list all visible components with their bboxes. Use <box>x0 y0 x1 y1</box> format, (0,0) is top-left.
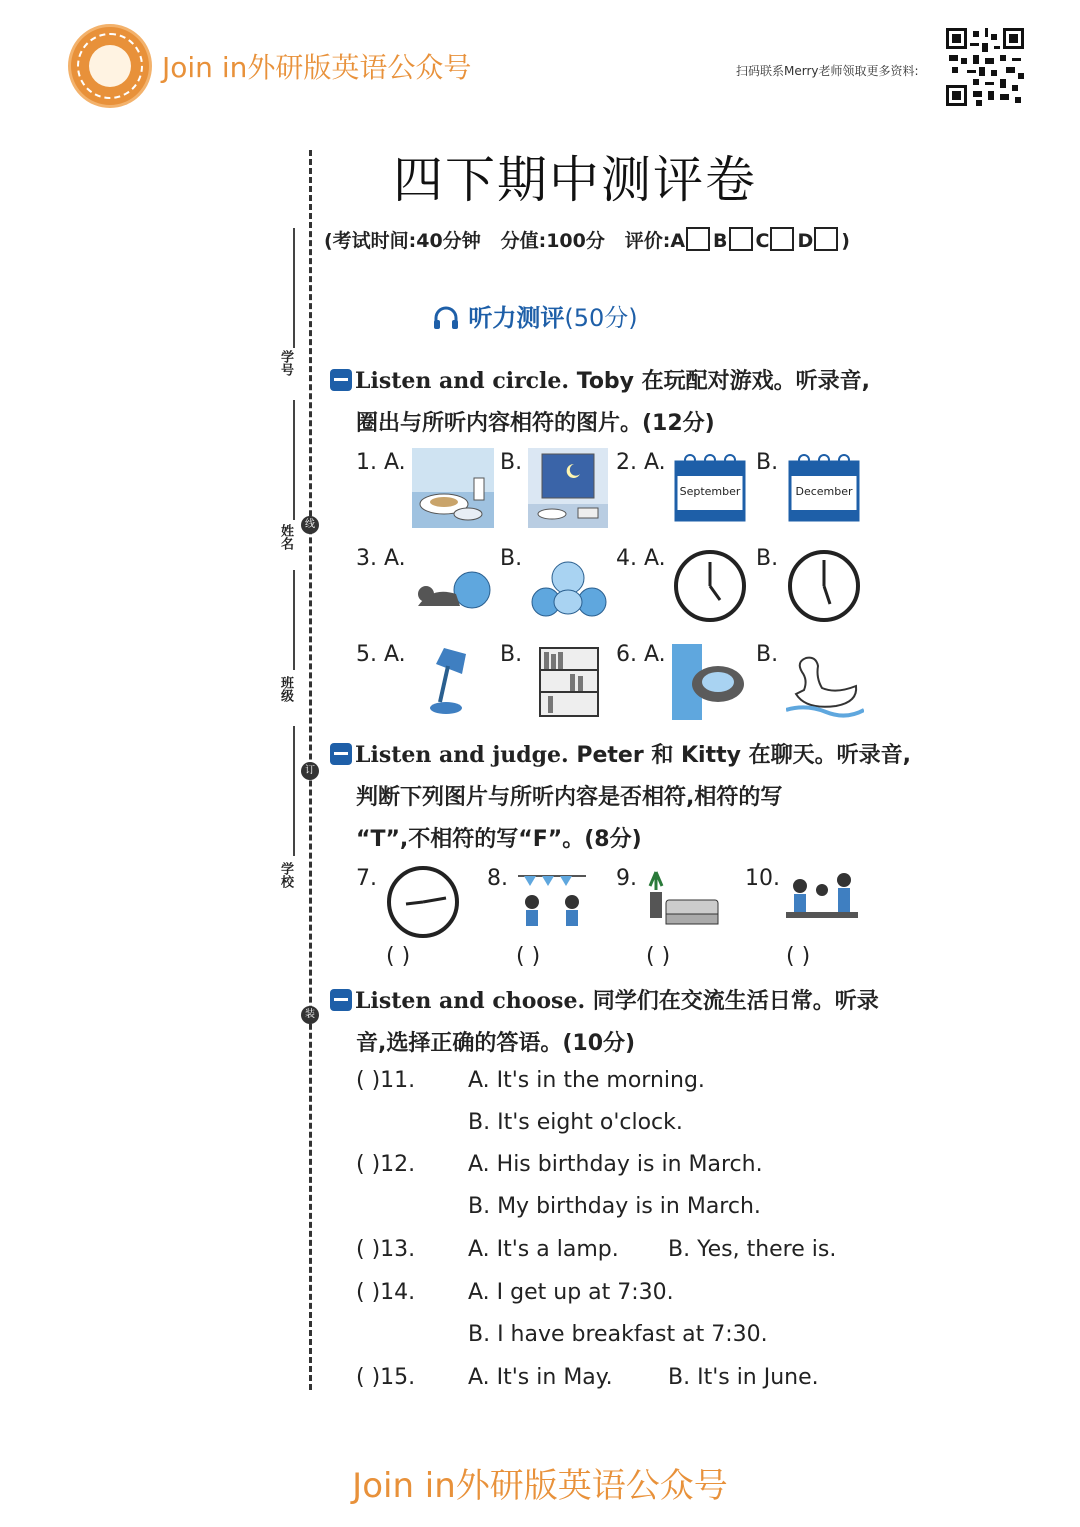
q1-label: 1. A. <box>356 450 406 475</box>
family-dinner-picture[interactable] <box>782 866 862 940</box>
brand-name: Join in外研版英语公众号 <box>162 51 472 84</box>
question-number[interactable]: ( )13. <box>356 1237 416 1262</box>
option-b-label: B. <box>500 642 523 667</box>
label-school: 学校 <box>278 862 293 888</box>
option-b: B. It's eight o'clock. <box>468 1110 683 1135</box>
section3-heading: Listen and choose. 同学们在交流生活日常。听录 <box>330 984 879 1015</box>
label-class: 班级 <box>278 676 293 702</box>
blank-line <box>293 726 295 856</box>
label-student-id: 学号 <box>278 350 293 376</box>
section2-instruction: 判断下列图片与所听内容是否相符,相符的写 <box>356 785 783 810</box>
section-number-icon <box>330 369 352 391</box>
binding-circle: 线 <box>301 516 319 534</box>
clock-picture[interactable] <box>786 548 862 624</box>
option-b-label: B. <box>500 450 523 475</box>
question-number[interactable]: ( )12. <box>356 1152 416 1177</box>
question-number[interactable]: ( )14. <box>356 1280 416 1305</box>
sofa-plant-picture[interactable] <box>642 866 722 940</box>
page-title: 四下期中测评卷 <box>393 151 757 209</box>
option-b-label: B. <box>756 546 779 571</box>
option-b: B. It's in June. <box>668 1365 819 1390</box>
q4-label: 4. A. <box>616 546 666 571</box>
q10-label: 10. <box>745 866 780 891</box>
answer-paren[interactable]: ( ) <box>386 944 411 969</box>
option-a: A. It's in the morning. <box>468 1068 705 1093</box>
blank-line <box>293 400 295 520</box>
section3-instruction: 音,选择正确的答语。(10分) <box>356 1031 636 1056</box>
option-b: B. Yes, there is. <box>668 1237 837 1262</box>
desk-lamp-picture[interactable] <box>422 644 482 718</box>
bookshelf-picture[interactable] <box>538 646 600 718</box>
answer-paren[interactable]: ( ) <box>516 944 541 969</box>
section1-instruction: 圈出与所听内容相符的图片。(12分) <box>356 411 715 436</box>
grade-checkbox[interactable] <box>814 227 838 251</box>
section-number-icon <box>330 743 352 765</box>
q6-label: 6. A. <box>616 642 666 667</box>
grade-checkbox[interactable] <box>729 227 753 251</box>
option-b-label: B. <box>500 546 523 571</box>
answer-paren[interactable]: ( ) <box>786 944 811 969</box>
option-a: A. His birthday is in March. <box>468 1152 763 1177</box>
footer-brand: Join in外研版英语公众号 <box>352 1466 728 1506</box>
night-window-picture[interactable] <box>528 448 608 528</box>
option-a: A. It's in May. <box>468 1365 613 1390</box>
grade-checkbox[interactable] <box>770 227 794 251</box>
question-number[interactable]: ( )11. <box>356 1068 416 1093</box>
exam-meta: (考试时间:40分钟 分值:100分 评价:A B C D ) <box>324 226 850 253</box>
q9-label: 9. <box>616 866 637 891</box>
kids-party-picture[interactable] <box>512 868 592 942</box>
section2-instruction: “T”,不相符的写“F”。(8分) <box>356 827 642 852</box>
calendar-label: September <box>679 485 741 498</box>
option-b: B. I have breakfast at 7:30. <box>468 1322 768 1347</box>
clock-picture[interactable] <box>672 548 748 624</box>
listening-heading: 听力测评(50分) <box>432 298 638 333</box>
q2-label: 2. A. <box>616 450 666 475</box>
section1-heading: Listen and circle. Toby 在玩配对游戏。听录音, <box>330 364 870 395</box>
calendar-label: December <box>795 485 853 498</box>
tree-nest-picture[interactable] <box>672 644 752 720</box>
q3-label: 3. A. <box>356 546 406 571</box>
option-b: B. My birthday is in March. <box>468 1194 761 1219</box>
blank-line <box>293 228 295 348</box>
clock-picture[interactable] <box>384 864 462 940</box>
label-name: 姓名 <box>278 524 293 550</box>
qr-caption: 扫码联系Merry老师领取更多资料: <box>736 64 919 78</box>
breakfast-table-picture[interactable] <box>412 448 494 528</box>
section-number-icon <box>330 989 352 1011</box>
question-number[interactable]: ( )15. <box>356 1365 416 1390</box>
q8-label: 8. <box>487 866 508 891</box>
swan-picture[interactable] <box>786 650 864 718</box>
binding-circle: 装 <box>301 1006 319 1024</box>
cat-with-ball-picture[interactable] <box>412 550 494 616</box>
grade-checkbox[interactable] <box>686 227 710 251</box>
qr-code-icon <box>946 28 1024 106</box>
cat-with-ball-picture[interactable] <box>528 552 608 618</box>
option-b-label: B. <box>756 642 779 667</box>
q5-label: 5. A. <box>356 642 406 667</box>
section2-heading: Listen and judge. Peter 和 Kitty 在聊天。听录音, <box>330 738 911 769</box>
brand-logo <box>68 24 152 108</box>
option-b-label: B. <box>756 450 779 475</box>
headphones-icon <box>432 306 460 330</box>
option-a: A. It's a lamp. <box>468 1237 619 1262</box>
binding-circle: 订 <box>301 762 319 780</box>
blank-line <box>293 570 295 670</box>
q7-label: 7. <box>356 866 377 891</box>
option-a: A. I get up at 7:30. <box>468 1280 674 1305</box>
answer-paren[interactable]: ( ) <box>646 944 671 969</box>
